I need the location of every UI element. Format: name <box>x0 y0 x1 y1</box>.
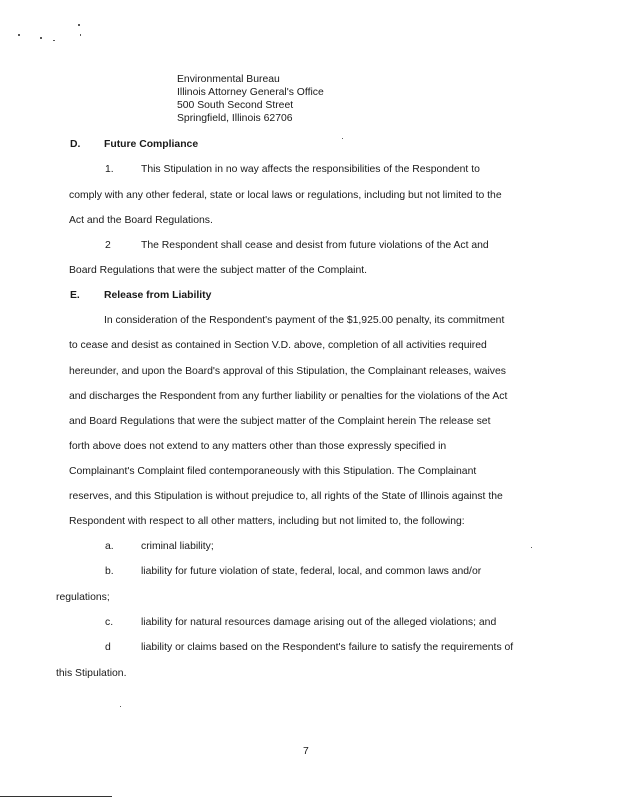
footer-rule <box>0 796 112 797</box>
list-item-label: b. <box>105 566 114 577</box>
scan-speck <box>120 706 121 707</box>
paragraph-line: This Stipulation in no way affects the responsibilities of the Respondent to <box>141 164 480 175</box>
section-d-letter: D. <box>70 139 81 150</box>
scan-speck <box>531 547 532 548</box>
paragraph-line: and discharges the Respondent from any further liability or penalties for the violations of the Act <box>69 391 508 402</box>
list-item-continuation: regulations; <box>56 592 110 603</box>
scan-speck <box>80 34 81 36</box>
scan-speck <box>53 40 55 41</box>
address-line: Springfield, Illinois 62706 <box>177 113 293 124</box>
list-item-label: a. <box>105 541 114 552</box>
section-e-letter: E. <box>70 290 80 301</box>
address-line: Illinois Attorney General's Office <box>177 87 324 98</box>
scan-speck <box>342 138 343 139</box>
section-d-heading: Future Compliance <box>104 139 199 150</box>
paragraph-line: comply with any other federal, state or local laws or regulations, including but not limited to the <box>69 190 502 201</box>
paragraph-line: Act and the Board Regulations. <box>69 215 213 226</box>
list-item-text: liability or claims based on the Respondent's failure to satisfy the requirements of <box>141 642 514 653</box>
page-number: 7 <box>303 746 309 757</box>
paragraph-line: The Respondent shall cease and desist from future violations of the Act and <box>141 240 489 251</box>
paragraph-line: Respondent with respect to all other matters, including but not limited to, the following: <box>69 516 465 527</box>
address-line: Environmental Bureau <box>177 74 280 85</box>
list-item-text: liability for natural resources damage arising out of the alleged violations; and <box>141 617 497 628</box>
scan-speck <box>40 37 42 39</box>
item-1-number: 1. <box>105 164 114 175</box>
scan-speck <box>18 34 20 36</box>
item-2-number: 2 <box>105 240 111 251</box>
section-e-heading: Release from Liability <box>104 290 212 301</box>
list-item-text: liability for future violation of state, federal, local, and common laws and/or <box>141 566 482 577</box>
paragraph-line: hereunder, and upon the Board's approval of this Stipulation, the Complainant releases, waives <box>69 366 506 377</box>
paragraph-line: reserves, and this Stipulation is without prejudice to, all rights of the State of Illinois against the <box>69 491 503 502</box>
list-item-text: criminal liability; <box>141 541 214 552</box>
scan-speck <box>78 24 80 26</box>
list-item-label: c. <box>105 617 114 628</box>
address-line: 500 South Second Street <box>177 100 294 111</box>
list-item-continuation: this Stipulation. <box>56 668 127 679</box>
paragraph-line: Board Regulations that were the subject matter of the Complaint. <box>69 265 368 276</box>
paragraph-line: forth above does not extend to any matters other than those expressly specified in <box>69 441 447 452</box>
paragraph-line: and Board Regulations that were the subject matter of the Complaint herein The release set <box>69 416 491 427</box>
paragraph-line: to cease and desist as contained in Section V.D. above, completion of all activities required <box>69 340 487 351</box>
paragraph-line: In consideration of the Respondent's payment of the $1,925.00 penalty, its commitment <box>104 315 505 326</box>
list-item-label: d <box>105 642 111 653</box>
paragraph-line: Complainant's Complaint filed contemporaneously with this Stipulation. The Complainant <box>69 466 477 477</box>
